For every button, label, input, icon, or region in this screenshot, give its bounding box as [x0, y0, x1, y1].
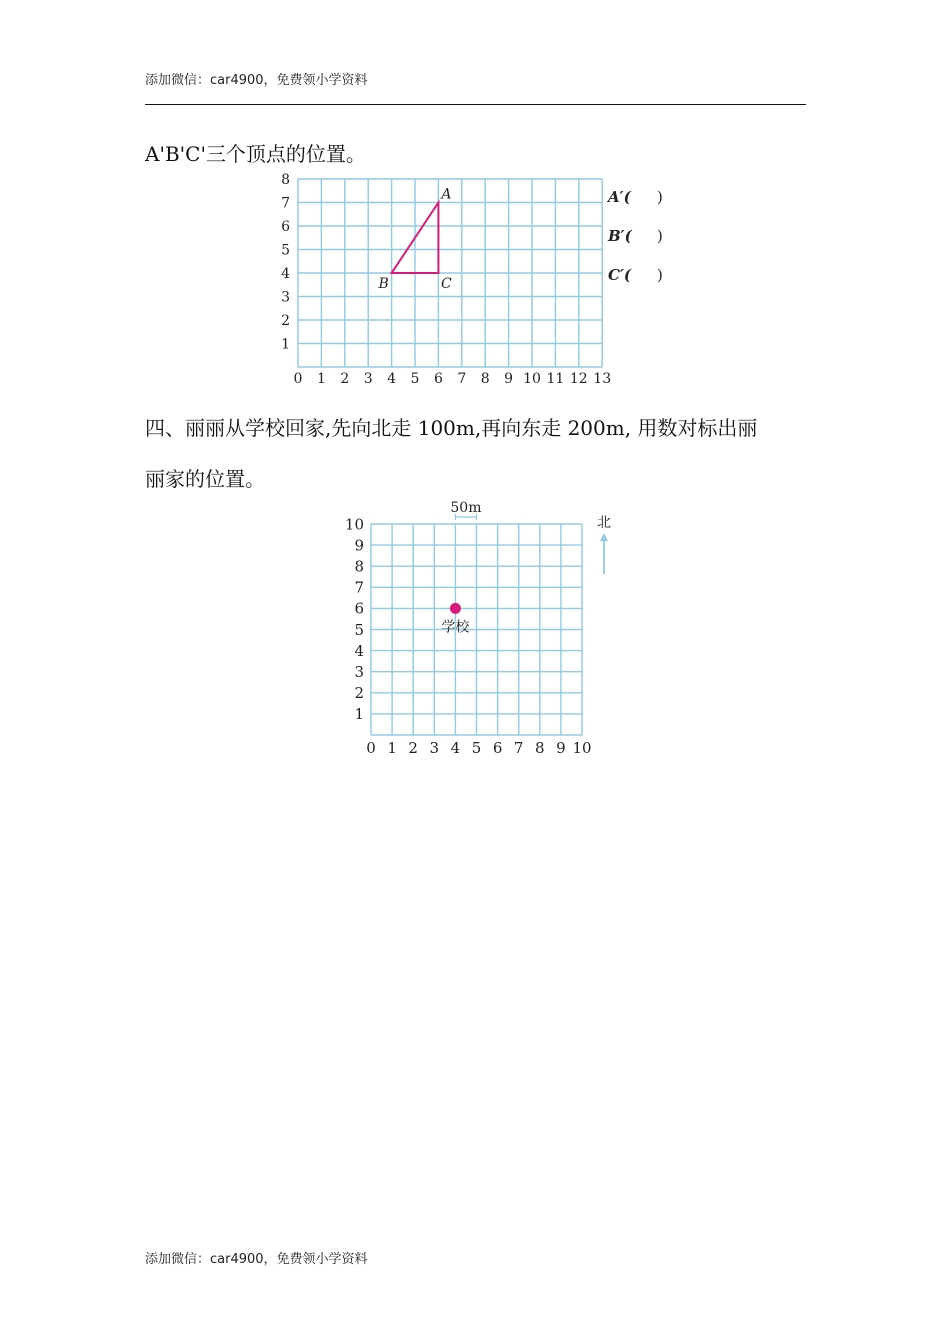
x-tick-label: 6 [492, 739, 503, 757]
y-tick-label: 7 [354, 578, 364, 597]
x-tick-label: 5 [471, 739, 482, 757]
school-point [450, 603, 461, 614]
x-tick-label: 5 [410, 371, 420, 387]
page-footer: 添加微信：car4900，免费领小学资料 [145, 1252, 368, 1267]
x-tick-label: 10 [572, 739, 592, 757]
x-tick-label: 11 [546, 371, 565, 387]
north-arrow-icon [600, 533, 608, 541]
section3-intro: A'B'C'三个顶点的位置。 [145, 142, 366, 166]
x-tick-label: 1 [387, 739, 397, 757]
x-tick-label: 1 [316, 371, 326, 387]
answer-close-paren: ) [657, 266, 663, 284]
x-tick-label: 0 [293, 371, 303, 387]
answer-close-paren: ) [657, 188, 663, 206]
y-tick-label: 3 [354, 662, 364, 681]
x-tick-label: 3 [429, 739, 440, 757]
answer-prompt: A′( [608, 188, 631, 206]
page-header: 添加微信：car4900，免费领小学资料 [145, 73, 368, 88]
x-tick-label: 13 [593, 371, 612, 387]
x-tick-label: 4 [387, 371, 397, 387]
x-tick-label: 3 [363, 371, 373, 387]
vertex-label: A [441, 186, 452, 203]
question-4-line1: 四、丽丽从学校回家,先向北走 100m,再向东走 200m, 用数对标出丽 [145, 416, 758, 440]
vertex-label: B [378, 276, 389, 292]
answer-close-paren: ) [657, 227, 663, 245]
y-tick-label: 10 [344, 515, 364, 534]
y-tick-label: 3 [281, 289, 290, 306]
y-tick-label: 5 [354, 620, 364, 639]
y-tick-label: 2 [281, 312, 290, 329]
y-tick-label: 4 [281, 265, 290, 282]
x-tick-label: 9 [504, 371, 514, 387]
scale-label: 50m [450, 500, 482, 516]
y-tick-label: 9 [354, 536, 364, 555]
x-tick-label: 2 [408, 739, 418, 757]
vertex-label: C [441, 276, 452, 292]
north-label: 北 [597, 515, 611, 531]
y-tick-label: 6 [281, 218, 290, 235]
question-4-line2: 丽家的位置。 [145, 467, 265, 491]
x-tick-label: 9 [556, 739, 566, 757]
y-tick-label: 7 [281, 195, 290, 212]
y-tick-label: 8 [281, 171, 290, 188]
x-tick-label: 2 [340, 371, 350, 387]
x-tick-label: 12 [569, 371, 588, 387]
x-tick-label: 8 [535, 739, 545, 757]
x-tick-label: 8 [480, 371, 490, 387]
y-tick-label: 4 [354, 641, 364, 660]
x-tick-label: 6 [433, 371, 443, 387]
x-tick-label: 10 [523, 371, 541, 387]
y-tick-label: 5 [281, 242, 290, 259]
y-tick-label: 1 [281, 336, 290, 353]
y-tick-label: 6 [354, 599, 364, 618]
school-label: 学校 [441, 619, 470, 636]
answer-prompt: C′( [608, 266, 631, 284]
x-tick-label: 7 [513, 739, 524, 757]
y-tick-label: 8 [354, 557, 364, 576]
x-tick-label: 4 [450, 739, 461, 757]
answer-prompt: B′( [608, 227, 632, 245]
y-tick-label: 2 [354, 684, 364, 703]
x-tick-label: 7 [457, 371, 467, 387]
y-tick-label: 1 [354, 705, 364, 724]
x-tick-label: 0 [366, 739, 376, 757]
